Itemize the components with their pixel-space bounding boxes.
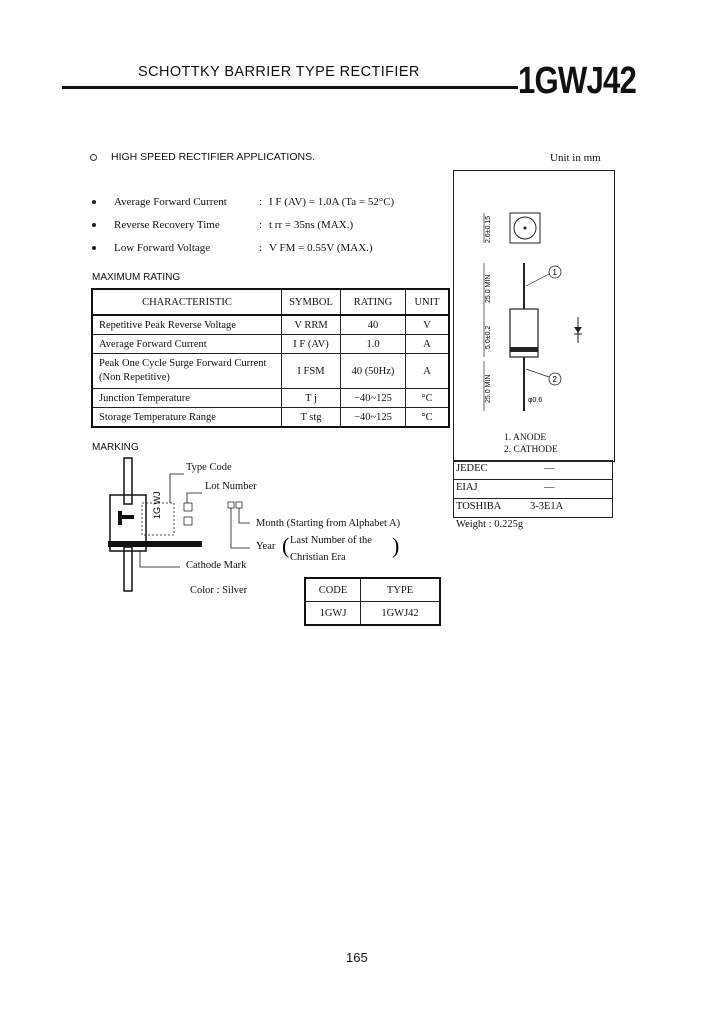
cell-unit: °C (406, 408, 450, 428)
standard-value: — (544, 463, 555, 474)
application-line (90, 151, 315, 163)
bullet-icon (92, 246, 96, 250)
cell-code: 1GWJ (305, 602, 361, 626)
header-symbol: SYMBOL (282, 289, 341, 315)
cell-symbol: T stg (282, 408, 341, 428)
standard-org: EIAJ (456, 482, 478, 493)
header-unit: UNIT (406, 289, 450, 315)
table-row (92, 335, 449, 354)
code-type-table (304, 577, 441, 626)
bullet-icon (92, 200, 96, 204)
feature-label: Reverse Recovery Time (114, 219, 220, 231)
table-header-row (92, 289, 449, 315)
package-outline-box (453, 170, 615, 462)
feature-value: V FM = 0.55V (MAX.) (269, 242, 373, 254)
dim-label: 2.6±0.15 (485, 215, 492, 243)
feature-item: Low Forward Voltage : V FM = 0.55V (MAX.) (92, 242, 373, 254)
standard-value: 3-3E1A (530, 501, 564, 512)
feature-label: Low Forward Voltage (114, 242, 211, 254)
document-title: SCHOTTKY BARRIER TYPE RECTIFIER (138, 64, 420, 80)
cell-rating: 1.0 (341, 335, 406, 354)
max-rating-title: MAXIMUM RATING (92, 272, 181, 283)
cell-unit: °C (406, 389, 450, 408)
unit-note: Unit in mm (550, 152, 601, 164)
header-rule (62, 86, 518, 89)
max-rating-table (91, 288, 450, 428)
cell-characteristic: Repetitive Peak Reverse Voltage (92, 315, 282, 335)
cell-rating: 40 (341, 315, 406, 335)
header-code: CODE (305, 578, 361, 602)
feature-value: I F (AV) = 1.0A (Ta = 52°C) (269, 196, 395, 208)
feature-item: Average Forward Current : I F (AV) = 1.0A (Ta = 52°C) (92, 196, 394, 208)
standard-org: TOSHIBA (456, 501, 502, 512)
standard-row (453, 460, 613, 480)
cell-symbol: I F (AV) (282, 335, 341, 354)
year-desc-2: Christian Era (290, 552, 346, 563)
standard-org: JEDEC (456, 463, 488, 474)
svg-text:2: 2 (552, 375, 557, 384)
package-outline-drawing (454, 171, 614, 461)
table-header-row (305, 578, 440, 602)
year-label: Year (256, 541, 276, 552)
svg-text:): ) (392, 533, 400, 558)
color-label: Color : Silver (190, 585, 248, 596)
cell-symbol: I FSM (282, 354, 341, 389)
svg-text:1: 1 (552, 268, 557, 277)
table-row (92, 408, 449, 428)
svg-text:(: ( (282, 533, 290, 558)
feature-value: t rr = 35ns (MAX.) (269, 219, 354, 231)
cell-symbol: T j (282, 389, 341, 408)
dim-label: 5.0±0.2 (485, 325, 492, 349)
weight-note: Weight : 0.225g (456, 519, 524, 530)
cell-characteristic: Junction Temperature (92, 389, 282, 408)
circle-bullet-icon (90, 154, 97, 161)
feature-item: Reverse Recovery Time : t rr = 35ns (MAX.) (92, 219, 353, 231)
cell-characteristic: Storage Temperature Range (92, 408, 282, 428)
cell-unit: A (406, 354, 450, 389)
bullet-icon (92, 223, 96, 227)
cell-unit: V (406, 315, 450, 335)
application-text: HIGH SPEED RECTIFIER APPLICATIONS. (111, 151, 316, 163)
dim-label: 25.0 MIN (485, 374, 492, 403)
part-number: 1GWJ42 (518, 60, 637, 102)
table-row (92, 354, 449, 389)
standard-row (453, 480, 613, 499)
header-rating: RATING (341, 289, 406, 315)
month-label: Month (Starting from Alphabet A) (256, 518, 401, 529)
cell-rating: −40~125 (341, 408, 406, 428)
type-code-label: Type Code (186, 462, 232, 473)
header-type: TYPE (361, 578, 441, 602)
cathode-mark-label: Cathode Mark (186, 560, 247, 571)
table-row (305, 602, 440, 626)
standard-value: — (544, 482, 555, 493)
standards-table (453, 460, 613, 518)
cell-characteristic: Peak One Cycle Surge Forward Current (Non Repetitive) (92, 354, 282, 389)
marking-title: MARKING (92, 442, 139, 453)
feature-label: Average Forward Current (114, 196, 227, 208)
lot-number-label: Lot Number (205, 481, 257, 492)
body-code-text: 1G WJ (152, 491, 162, 519)
table-row (92, 389, 449, 408)
pin-list (504, 432, 558, 456)
pin-anode: 1. ANODE (504, 433, 547, 443)
standard-row (453, 499, 613, 518)
table-row (92, 315, 449, 335)
header-characteristic: CHARACTERISTIC (92, 289, 282, 315)
dim-label: 25.0 MIN (485, 274, 492, 303)
pin-cathode: 2. CATHODE (504, 445, 558, 455)
year-desc-1: Last Number of the (290, 535, 372, 546)
cell-rating: −40~125 (341, 389, 406, 408)
cell-type: 1GWJ42 (361, 602, 441, 626)
cell-rating: 40 (50Hz) (341, 354, 406, 389)
cathode-band (108, 541, 202, 547)
cell-unit: A (406, 335, 450, 354)
cell-symbol: V RRM (282, 315, 341, 335)
page-number: 165 (346, 950, 368, 965)
cell-characteristic: Average Forward Current (92, 335, 282, 354)
dim-label: φ0.6 (528, 397, 543, 404)
